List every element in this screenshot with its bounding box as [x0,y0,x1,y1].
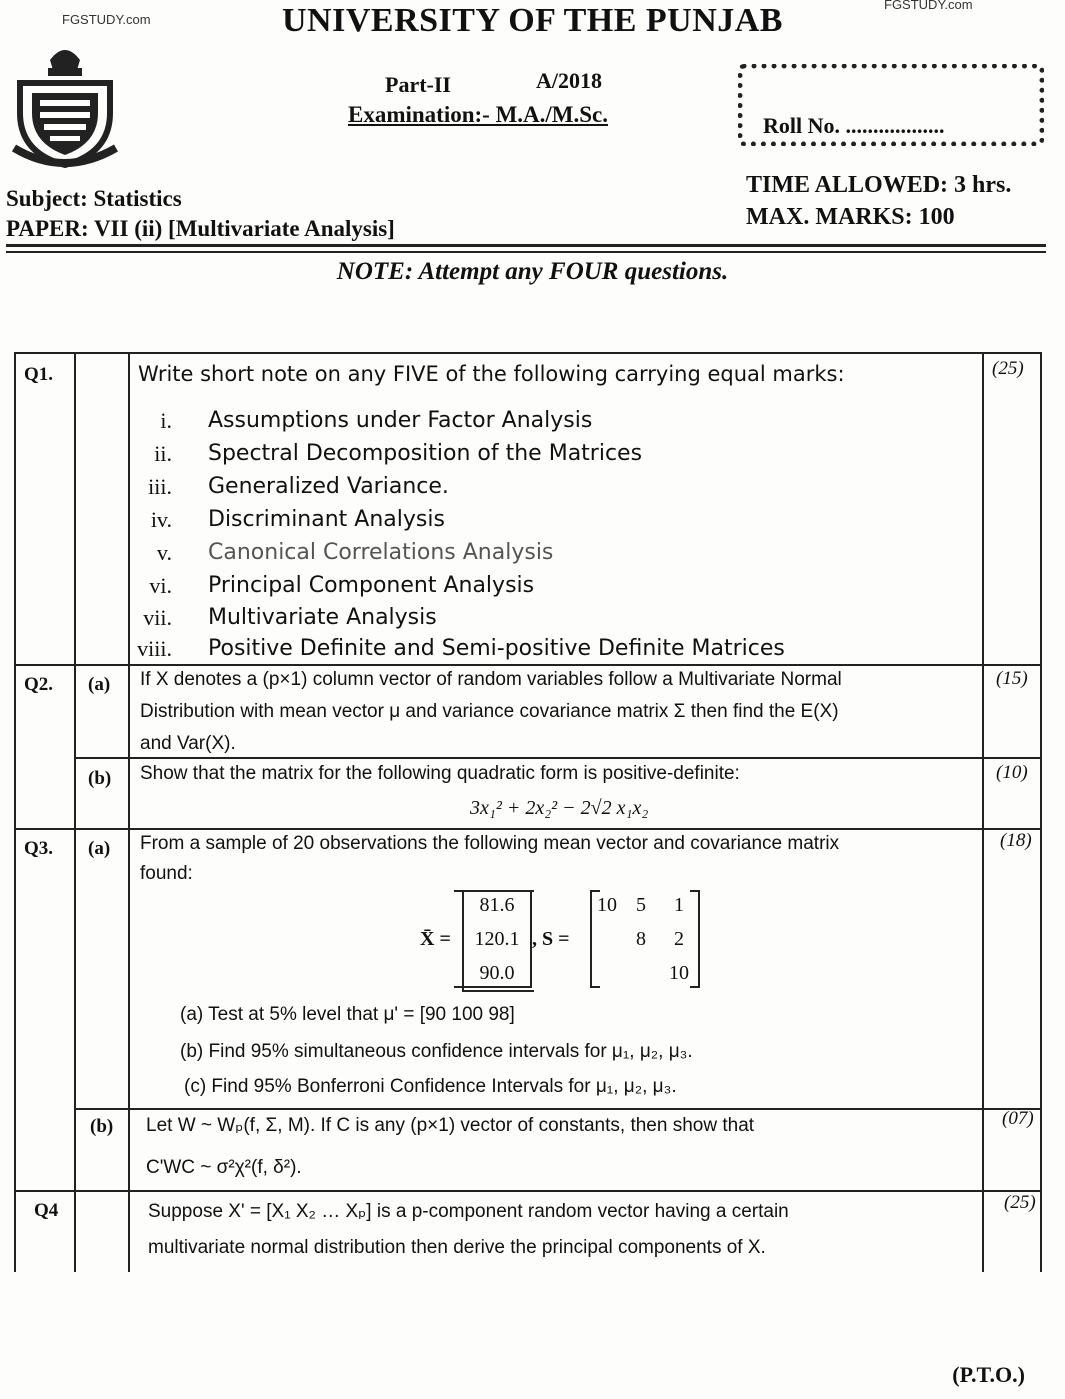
question-number-q3: Q3. [24,838,54,859]
q2a-marks: (15) [996,668,1028,689]
q1-item-numeral: iii. [148,474,172,499]
q1-item-text: Canonical Correlations Analysis [208,540,554,565]
q1-item-text: Positive Definite and Semi-positive Definite Matrices [208,636,785,661]
q1-item-text: Assumptions under Factor Analysis [208,408,593,433]
q1-item-text: Discriminant Analysis [208,507,445,532]
header-divider-thin [6,251,1046,253]
q1-prompt: Write short note on any FIVE of the following carrying equal marks: [138,362,845,386]
table-right-border [1040,352,1042,1272]
university-crest-logo [10,38,120,168]
part-label: Part-II [385,72,451,97]
roll-number-label: Roll No. .................. [763,113,945,138]
q2b-quadratic-form: 3x₁² + 2x₂² − 2√2 x₁x₂ [470,797,649,819]
q1-marks: (25) [992,358,1024,379]
q3a-label: (a) [88,838,111,859]
q3a-text-line1: From a sample of 20 observations the following mean vector and covariance matrix [140,833,840,854]
q1-item-numeral: viii. [137,636,172,661]
q2a-text-line2: Distribution with mean vector μ and variance covariance matrix Σ then find the E(X) [140,701,839,722]
s-matrix-cell: 1 [674,894,684,916]
question-number-q4: Q4 [34,1200,59,1221]
q2a-label: (a) [88,674,111,695]
header-divider-thick [6,244,1046,247]
s-matrix-cell: 8 [636,928,646,950]
q3b-text-line1: Let W ~ Wₚ(f, Σ, M). If C is any (p×1) vector of constants, then show that [146,1115,755,1136]
watermark-right: FGSTUDY.com [884,0,973,12]
q4-text-line2: multivariate normal distribution then derive the principal components of X. [148,1237,766,1258]
university-title: UNIVERSITY OF THE PUNJAB [282,2,783,39]
row-separator-q3-q4 [14,1190,1042,1192]
time-allowed-label: TIME ALLOWED: 3 hrs. [746,172,1012,198]
paper-label: PAPER: VII (ii) [Multivariate Analysis] [6,216,395,241]
q3b-marks: (07) [1002,1108,1034,1129]
question-number-q2: Q2. [24,674,54,695]
xbar-value: 81.6 [479,894,515,916]
q1-item-numeral: ii. [154,441,172,466]
q1-item-text: Spectral Decomposition of the Matrices [208,441,643,466]
roll-number-box [738,64,1044,146]
please-turn-over: (P.T.O.) [952,1362,1025,1387]
session-label: A/2018 [536,68,602,93]
q1-item-text: Principal Component Analysis [208,573,535,598]
q2a-text-line3: and Var(X). [140,733,236,754]
q1-item-numeral: v. [156,540,172,565]
s-matrix-cell: 10 [597,894,617,916]
q1-item-text: Generalized Variance. [208,474,449,499]
xbar-value: 90.0 [479,962,515,984]
q1-item-numeral: vii. [143,605,172,630]
subject-label: Subject: Statistics [6,186,182,211]
s-label: , S = [532,928,570,950]
table-left-border [14,352,16,1272]
q1-item-text: Multivariate Analysis [208,605,437,630]
q1-item-numeral: i. [160,408,172,433]
q3b-label: (b) [90,1116,114,1137]
q3a-subpart-b: (b) Find 95% simultaneous confidence intervals for μ₁, μ₂, μ₃. [180,1041,693,1062]
question-table [14,352,1042,1272]
q3a-subpart-c: (c) Find 95% Bonferroni Confidence Intervals for μ₁, μ₂, μ₃. [184,1076,677,1097]
q4-text-line1: Suppose X' = [X₁ X₂ … Xₚ] is a p-component random vector having a certain [148,1201,789,1222]
s-matrix-cell: 2 [674,928,684,950]
q3b-text-line2: C'WC ~ σ²χ²(f, δ²). [146,1157,302,1178]
q3a-marks: (18) [1000,830,1032,851]
q1-item-numeral: iv. [150,507,172,532]
table-top-border [14,352,1042,354]
xbar-value: 120.1 [474,928,520,950]
q3a-text-line2: found: [140,863,193,884]
s-matrix-cell: 5 [636,894,646,916]
q4-marks: (25) [1004,1192,1036,1213]
s-matrix-cell: 10 [669,962,689,984]
q3a-subpart-a: (a) Test at 5% level that μ' = [90 100 98] [180,1004,515,1025]
q2a-text-line1: If X denotes a (p×1) column vector of random variables follow a Multivariate Normal [140,669,842,690]
column-divider-1 [74,352,76,1272]
q2b-marks: (10) [996,762,1028,783]
examination-label: Examination:- M.A./M.Sc. [348,102,609,127]
column-divider-3 [982,352,984,1272]
q1-item-numeral: vi. [149,573,172,598]
question-number-q1: Q1. [24,364,54,385]
instruction-note: NOTE: Attempt any FOUR questions. [336,258,729,285]
q2b-label: (b) [88,768,112,789]
q2b-text-line1: Show that the matrix for the following quadratic form is positive-definite: [140,763,740,784]
xbar-label: X̄ = [420,928,451,950]
watermark-left: FGSTUDY.com [62,12,151,27]
max-marks-label: MAX. MARKS: 100 [746,204,955,230]
